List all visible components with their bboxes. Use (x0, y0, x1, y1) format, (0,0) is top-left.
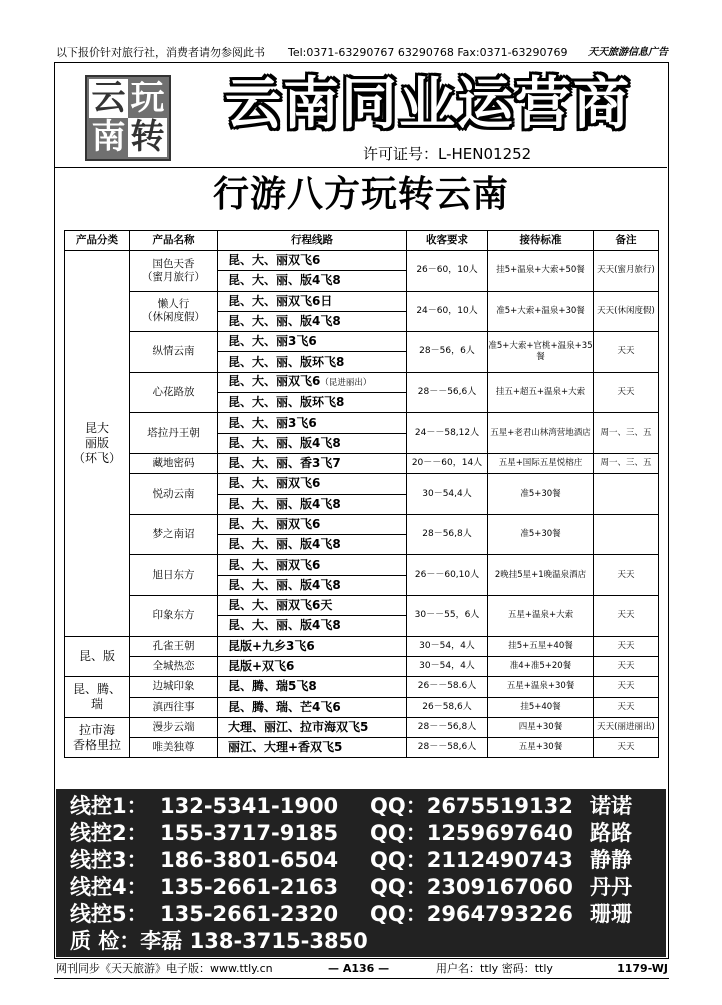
route-text: 昆、大、丽、版环飞8 (228, 395, 345, 410)
footer-website: 网刊同步《天天旅游》电子版：www.ttly.cn (56, 962, 273, 975)
route-cell (218, 575, 407, 595)
product-name: 悦动云南 (130, 474, 218, 515)
requirement-cell: 26－－58.6人 (407, 677, 488, 697)
footer-page-number: — A136 — (328, 962, 390, 975)
contact-phone: 135-2661-2163 (160, 875, 339, 899)
route-text: 昆、大、丽3飞6 (228, 415, 317, 430)
header-route: 行程线路 (218, 231, 407, 251)
route-cell (218, 656, 407, 676)
top-note (56, 45, 668, 61)
requirement-cell: 26－60，10人 (407, 251, 488, 292)
route-cell (218, 352, 407, 372)
note-cell: 天天(蜜月旅行) (594, 251, 659, 292)
contact-qq: QQ：2112490743 (370, 848, 573, 872)
contact-phone: 132-5341-1900 (160, 794, 339, 818)
note-cell (594, 474, 659, 515)
logo (85, 75, 171, 161)
standard-cell: 2晚挂5星+1晚温泉酒店 (488, 555, 594, 596)
route-cell (218, 474, 407, 494)
table-row (65, 413, 659, 433)
table-row (65, 596, 659, 616)
table-row (65, 291, 659, 311)
top-note-right: 天天旅游信息广告 (588, 47, 668, 58)
note-cell: 天天(丽进丽出) (594, 717, 659, 737)
requirement-cell: 30－54，4人 (407, 656, 488, 676)
route-text: 昆版+九乡3飞6 (228, 638, 315, 653)
table-row (65, 372, 659, 392)
table-row (65, 251, 659, 271)
note-cell: 天天 (594, 372, 659, 413)
requirement-cell: 28－56，6人 (407, 332, 488, 373)
contact-qq: QQ：2675519132 (370, 794, 573, 818)
standard-cell: 准5+30餐 (488, 514, 594, 555)
table-row (65, 514, 659, 534)
header-standard: 接待标准 (488, 231, 594, 251)
standard-cell: 准5+大索+官桃+温泉+35餐 (488, 332, 594, 373)
route-text: 昆、腾、瑞5飞8 (228, 679, 317, 694)
contact-qq: QQ：2964793226 (370, 902, 573, 926)
table-row (65, 474, 659, 494)
route-text: 昆、大、丽双飞6 (228, 476, 321, 491)
note-cell: 天天 (594, 697, 659, 717)
route-text: 昆、大、丽双飞6日 (228, 293, 333, 308)
standard-cell: 五星+温泉+大索 (488, 596, 594, 637)
contact-label: 线控3： (70, 848, 148, 872)
route-cell (218, 372, 407, 392)
footer (56, 961, 668, 977)
note-cell: 周一、三、五 (594, 413, 659, 454)
product-name: 孔雀王朝 (130, 636, 218, 656)
logo-char: 玩 (130, 78, 165, 118)
contact-qq: QQ：2309167060 (370, 875, 573, 899)
contact-label: 线控2： (70, 821, 148, 845)
note-cell: 周一、三、五 (594, 453, 659, 473)
standard-cell: 挂5+五星+40餐 (488, 636, 594, 656)
standard-cell: 五星+国际五星悦榕庄 (488, 453, 594, 473)
note-cell: 天天 (594, 677, 659, 697)
license-number: 许可证号：L-HEN01252 (363, 145, 532, 163)
quality-contact: 质 检：李磊 138-3715-3850 (70, 929, 368, 953)
product-name: 边城印象 (130, 677, 218, 697)
standard-cell: 准5+大索+温泉+30餐 (488, 291, 594, 332)
route-cell (218, 311, 407, 331)
product-name: 梦之南诏 (130, 514, 218, 555)
product-name: 唯美独尊 (130, 738, 218, 758)
requirement-cell: 28－－58,6人 (407, 738, 488, 758)
table-row (65, 636, 659, 656)
route-cell (218, 433, 407, 453)
top-note-contact: Tel:0371-63290767 63290768 Fax:0371-63290769 (288, 46, 568, 59)
route-text: 昆、大、丽双飞6 (228, 373, 321, 388)
requirement-cell: 24－－58,12人 (407, 413, 488, 454)
contact-qq: QQ：1259697640 (370, 821, 573, 845)
route-cell (218, 291, 407, 311)
footer-rule (54, 978, 669, 979)
contact-label: 线控1： (70, 794, 148, 818)
contact-name: 诺诺 (590, 794, 632, 818)
note-cell: 天天 (594, 656, 659, 676)
route-text: 昆、大、丽双飞6天 (228, 598, 333, 613)
route-text: 昆、大、丽3飞6 (228, 334, 317, 349)
table-header-row (65, 231, 659, 251)
route-text: 昆、大、丽、版4飞8 (228, 496, 341, 511)
contact-phone: 155-3717-9185 (160, 821, 339, 845)
footer-code: 1179-WJ (617, 962, 668, 975)
standard-cell: 准5+30餐 (488, 474, 594, 515)
requirement-cell: 20－－60，14人 (407, 453, 488, 473)
requirement-cell: 30－54,4人 (407, 474, 488, 515)
requirement-cell: 28－56,8人 (407, 514, 488, 555)
table-row (65, 656, 659, 676)
route-cell (218, 697, 407, 717)
route-text: 昆、腾、瑞、芒4飞6 (228, 699, 341, 714)
requirement-cell: 28－－56,8人 (407, 717, 488, 737)
route-cell (218, 251, 407, 271)
contact-name: 丹丹 (590, 875, 632, 899)
product-table-body (65, 251, 659, 758)
header-category: 产品分类 (65, 231, 130, 251)
product-name: 藏地密码 (130, 453, 218, 473)
route-text: 昆、大、丽、版4飞8 (228, 435, 341, 450)
table-row (65, 677, 659, 697)
header (55, 63, 667, 168)
requirement-cell: 28－－56,6人 (407, 372, 488, 413)
standard-cell: 挂5+40餐 (488, 697, 594, 717)
route-cell (218, 535, 407, 555)
route-text: 昆、大、丽双飞6 (228, 253, 321, 268)
header-note: 备注 (594, 231, 659, 251)
ad-frame (54, 62, 669, 959)
table-row (65, 555, 659, 575)
route-text: 昆、大、丽、香3飞7 (228, 456, 341, 471)
product-name: 纵情云南 (130, 332, 218, 373)
contact-phone: 135-2661-2320 (160, 902, 339, 926)
route-cell (218, 494, 407, 514)
product-name: 全城热恋 (130, 656, 218, 676)
table-row (65, 453, 659, 473)
product-name: 印象东方 (130, 596, 218, 637)
standard-cell: 准4+准5+20餐 (488, 656, 594, 676)
standard-cell: 挂5+温泉+大索+50餐 (488, 251, 594, 292)
standard-cell: 五星+老君山林湾营地酒店 (488, 413, 594, 454)
standard-cell: 五星+温泉+30餐 (488, 677, 594, 697)
slogan: 行游八方玩转云南 (212, 173, 509, 215)
logo-char: 云 (89, 79, 128, 118)
company-title: 云南同业运营商 (225, 71, 631, 137)
contact-name: 珊珊 (590, 902, 632, 926)
route-cell (218, 393, 407, 413)
route-cell (218, 453, 407, 473)
note-cell (594, 514, 659, 555)
route-cell (218, 636, 407, 656)
route-cell (218, 738, 407, 758)
route-text: 昆版+双飞6 (228, 659, 295, 674)
route-text: 丽江、大理+香双飞5 (228, 740, 343, 755)
contact-label: 线控4： (70, 875, 148, 899)
contact-name: 静静 (590, 848, 632, 872)
route-cell (218, 514, 407, 534)
note-cell: 天天(休闲度假) (594, 291, 659, 332)
requirement-cell: 26－58,6人 (407, 697, 488, 717)
route-cell (218, 271, 407, 291)
category-cell: 昆、版 (65, 636, 130, 677)
route-text: 昆、大、丽、版环飞8 (228, 354, 345, 369)
table-row (65, 738, 659, 758)
route-cell (218, 596, 407, 616)
product-table (64, 230, 659, 758)
route-cell (218, 413, 407, 433)
header-name: 产品名称 (130, 231, 218, 251)
route-cell (218, 677, 407, 697)
top-note-left: 以下报价针对旅行社，消费者请勿参阅此书 (56, 46, 265, 59)
standard-cell: 四星+30餐 (488, 717, 594, 737)
note-cell: 天天 (594, 738, 659, 758)
route-text: 昆、大、丽双飞6 (228, 517, 321, 531)
contact-label: 线控5： (70, 902, 148, 926)
product-name: 心花路放 (130, 372, 218, 413)
standard-cell: 挂五+超五+温泉+大索 (488, 372, 594, 413)
note-cell: 天天 (594, 555, 659, 596)
route-text: 昆、大、丽、版4飞8 (228, 618, 341, 633)
standard-cell: 五星+30餐 (488, 738, 594, 758)
product-name: 滇西往事 (130, 697, 218, 717)
note-cell: 天天 (594, 332, 659, 373)
requirement-cell: 30－54，4人 (407, 636, 488, 656)
route-cell (218, 332, 407, 352)
category-cell: 昆大 丽版 （环飞） (65, 251, 130, 637)
footer-login: 用户名：ttly 密码：ttly (436, 962, 553, 975)
header-requirement: 收客要求 (407, 231, 488, 251)
contacts-panel (56, 789, 666, 957)
route-text: 昆、大、丽、版4飞8 (228, 577, 341, 592)
product-name: 懒人行 （休闲度假） (130, 291, 218, 332)
logo-char: 转 (128, 118, 167, 157)
route-cell (218, 555, 407, 575)
route-text: 昆、大、丽、版4飞8 (228, 537, 341, 552)
contact-name: 路路 (590, 821, 632, 845)
route-cell (218, 616, 407, 636)
route-note: （昆进丽出） (320, 377, 372, 388)
table-row (65, 717, 659, 737)
requirement-cell: 30－－55，6人 (407, 596, 488, 637)
route-text: 昆、大、丽双飞6 (228, 557, 321, 572)
route-text: 昆、大、丽、版4飞8 (228, 273, 341, 288)
route-cell (218, 717, 407, 737)
requirement-cell: 24－60，10人 (407, 291, 488, 332)
route-text: 大理、丽江、拉市海双飞5 (228, 719, 369, 734)
route-text: 昆、大、丽、版4飞8 (228, 314, 341, 329)
category-cell: 昆、腾、 瑞 (65, 677, 130, 718)
table-row (65, 697, 659, 717)
category-cell: 拉市海 香格里拉 (65, 717, 130, 758)
product-name: 漫步云端 (130, 717, 218, 737)
requirement-cell: 26－－60,10人 (407, 555, 488, 596)
contact-phone: 186-3801-6504 (160, 848, 339, 872)
product-name: 旭日东方 (130, 555, 218, 596)
note-cell: 天天 (594, 636, 659, 656)
product-name: 塔拉丹王朝 (130, 413, 218, 454)
note-cell: 天天 (594, 596, 659, 637)
table-row (65, 332, 659, 352)
product-name: 国色天香 （蜜月旅行） (130, 251, 218, 292)
logo-char: 南 (91, 117, 126, 157)
